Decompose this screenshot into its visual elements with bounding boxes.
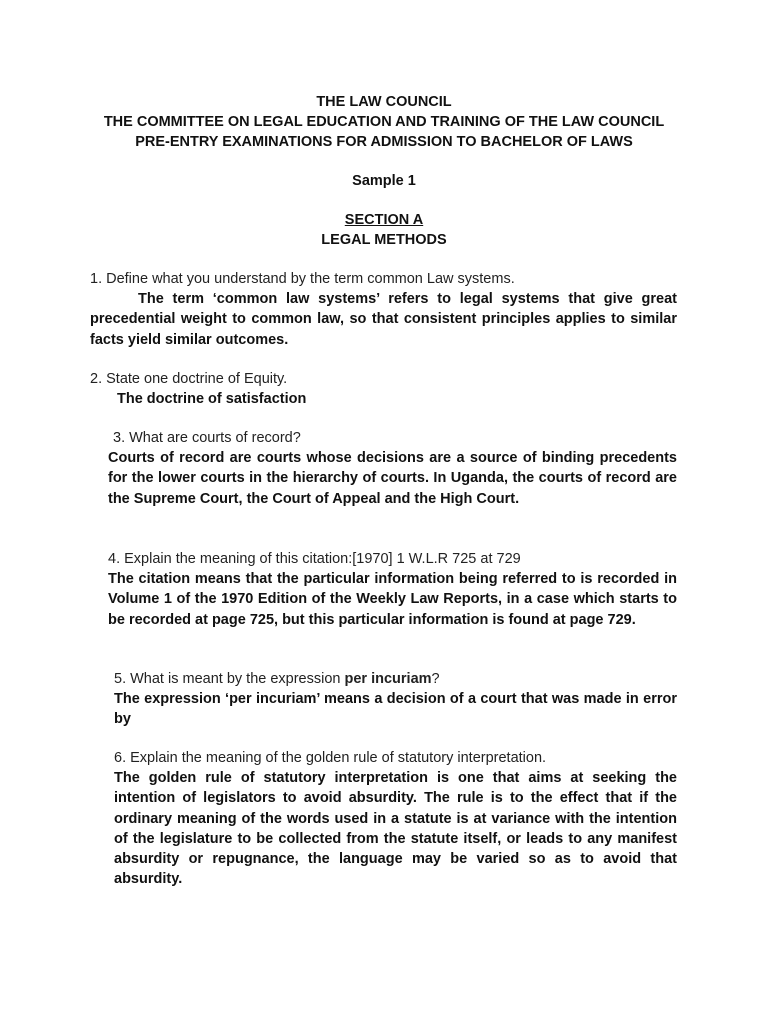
committee-title: THE COMMITTEE ON LEGAL EDUCATION AND TRAINING OF THE LAW COUNCIL: [103, 114, 665, 130]
answer-5: The expression ‘per incuriam’ means a decision of a court that was made in error by: [114, 691, 677, 728]
answer-4: The citation means that the particular information being referred to is recorded in Volume 1 of the 1970 Edition of the Weekly Law Reports, in a case which starts to be recorded at page 725, but this particular information is found at page 729.: [108, 571, 677, 628]
answer-1: The term ‘common law systems’ refers to legal systems that give great precedential weight to common law, so that consistent principles applies to similar facts yield similar outcomes.: [90, 291, 677, 348]
question-4: 4. Explain the meaning of this citation:[1970] 1 W.L.R 725 at 729: [108, 551, 521, 567]
section-title: LEGAL METHODS: [321, 232, 447, 248]
question-3: 3. What are courts of record?: [113, 430, 301, 446]
sample-label: Sample 1: [352, 173, 416, 189]
question-5-term: per incuriam: [344, 671, 432, 687]
answer-2: The doctrine of satisfaction: [117, 391, 307, 407]
question-2: 2. State one doctrine of Equity.: [90, 371, 288, 387]
question-5-suffix: ?: [431, 671, 440, 687]
council-title: THE LAW COUNCIL: [316, 94, 452, 110]
answer-3: Courts of record are courts whose decisions are a source of binding precedents for the lower courts in the hierarchy of courts. In Uganda, the courts of record are the Supreme Court, the Court of Appeal and the High Court.: [108, 450, 677, 507]
question-5-prefix: 5. What is meant by the expression: [114, 671, 345, 687]
question-5: [114, 669, 440, 689]
question-6: 6. Explain the meaning of the golden rule of statutory interpretation.: [114, 750, 547, 766]
exam-title: PRE-ENTRY EXAMINATIONS FOR ADMISSION TO BACHELOR OF LAWS: [135, 134, 633, 150]
answer-6: The golden rule of statutory interpretation is one that aims at seeking the intention of legislators to avoid absurdity. The rule is to the effect that if the ordinary meaning of the words used in a statute is at variance with the intention of the legislature to be collected from the statute itself, or leads to any manifest absurdity or repugnance, the language may be varied so as to avoid that absurdity.: [114, 770, 677, 888]
question-1: 1. Define what you understand by the term common Law systems.: [90, 271, 515, 287]
section-label: SECTION A: [344, 212, 424, 228]
